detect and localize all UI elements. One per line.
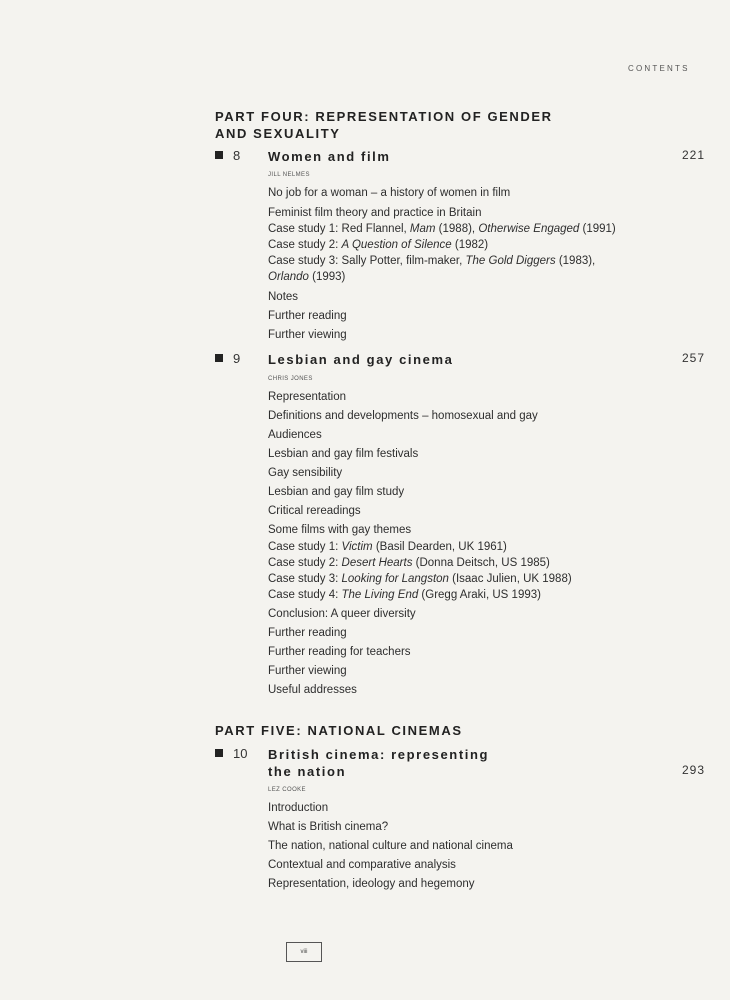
chapter-title: British cinema: representing the nation — [268, 747, 490, 779]
toc-entry[interactable]: Case study 4: The Living End (Gregg Araki, US 1993) — [268, 589, 541, 601]
toc-entry[interactable]: Contextual and comparative analysis — [268, 859, 456, 871]
toc-entry[interactable]: Representation, ideology and hegemony — [268, 878, 475, 890]
toc-entry[interactable]: Further reading for teachers — [268, 646, 411, 658]
toc-entry[interactable]: Case study 2: Desert Hearts (Donna Deitsch, US 1985) — [268, 557, 550, 569]
toc-entry[interactable]: Case study 3: Looking for Langston (Isaac Julien, UK 1988) — [268, 573, 572, 585]
toc-entry[interactable]: Useful addresses — [268, 684, 357, 696]
toc-entry[interactable]: Gay sensibility — [268, 467, 343, 479]
toc-entry[interactable]: Audiences — [268, 429, 322, 441]
toc-entry[interactable]: Conclusion: A queer diversity — [268, 608, 416, 620]
toc-entry[interactable]: Feminist film theory and practice in Britain — [268, 207, 482, 219]
toc-entry[interactable]: No job for a woman – a history of women in film — [268, 187, 511, 199]
part-four-title — [215, 108, 645, 142]
toc-entry[interactable]: Case study 2: A Question of Silence (1982) — [268, 239, 489, 251]
part-four-title-line1: PART FOUR: REPRESENTATION OF GENDER — [215, 109, 553, 124]
chapter-page-number: 257 — [681, 351, 705, 365]
chapter-number: 9 — [233, 351, 241, 366]
toc-entry[interactable]: Further viewing — [268, 665, 347, 677]
chapter-number: 10 — [233, 746, 248, 761]
toc-entry[interactable]: Lesbian and gay film study — [268, 486, 405, 498]
running-head: CONTENTS — [628, 64, 690, 73]
toc-entry[interactable]: Further reading — [268, 310, 347, 322]
part-four-title-line2: AND SEXUALITY — [215, 126, 341, 141]
toc-entry[interactable]: Some films with gay themes — [268, 524, 412, 536]
toc-entry[interactable]: Further viewing — [268, 329, 347, 341]
chapter-author: JILL NELMES — [268, 172, 310, 178]
toc-entry[interactable]: Definitions and developments – homosexual and gay — [268, 410, 538, 422]
chapter-author: LEZ COOKE — [268, 787, 306, 793]
toc-entry[interactable]: What is British cinema? — [268, 821, 389, 833]
chapter-title: Women and film — [268, 149, 391, 164]
bullet-square-icon — [215, 354, 223, 362]
toc-entry[interactable]: Critical rereadings — [268, 505, 361, 517]
chapter-number: 8 — [233, 148, 241, 163]
toc-entry[interactable]: Representation — [268, 391, 346, 403]
toc-entry[interactable]: Case study 1: Victim (Basil Dearden, UK 1961) — [268, 541, 507, 553]
bullet-square-icon — [215, 151, 223, 159]
toc-entry[interactable]: Introduction — [268, 802, 329, 814]
chapter-title: Lesbian and gay cinema — [268, 352, 454, 367]
chapter-page-number: 221 — [681, 148, 705, 162]
chapter-page-number: 293 — [681, 763, 705, 777]
part-five-title: PART FIVE: NATIONAL CINEMAS — [215, 723, 463, 738]
chapter-author: CHRIS JONES — [268, 376, 313, 382]
toc-entry[interactable]: Further reading — [268, 627, 347, 639]
toc-entry[interactable]: Case study 3: Sally Potter, film-maker, The Gold Diggers (1983), Orlando (1993) — [268, 255, 596, 283]
toc-entry[interactable]: Lesbian and gay film festivals — [268, 448, 419, 460]
page-folio: viii — [286, 942, 322, 962]
toc-entry[interactable]: The nation, national culture and national cinema — [268, 840, 513, 852]
chapter-9-heading[interactable] — [215, 351, 705, 369]
bullet-square-icon — [215, 749, 223, 757]
chapter-10-heading[interactable] — [215, 746, 705, 782]
toc-entry[interactable]: Case study 1: Red Flannel, Mam (1988), Otherwise Engaged (1991) — [268, 223, 616, 235]
chapter-8-heading[interactable] — [215, 148, 705, 166]
toc-entry[interactable]: Notes — [268, 291, 299, 303]
